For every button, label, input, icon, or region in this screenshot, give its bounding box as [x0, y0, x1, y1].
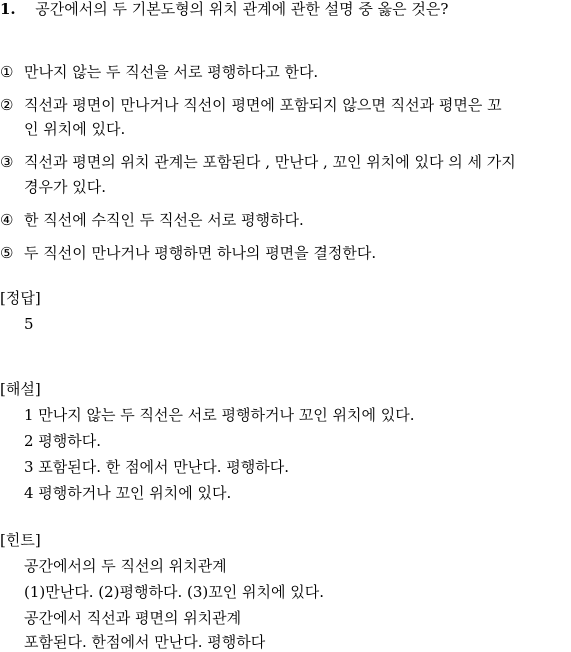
explanation-heading: [해설] [0, 380, 41, 398]
option-marker: ① [0, 63, 14, 81]
hint-line: 포함된다. 한점에서 만난다. 평행하다 [24, 633, 266, 651]
question-text: 공간에서의 두 기본도형의 위치 관계에 관한 설명 중 옳은 것은? [35, 0, 449, 18]
explanation-line: 3 포함된다. 한 점에서 만난다. 평행하다. [24, 458, 290, 476]
question-line [0, 0, 448, 19]
explanation-line: 1 만나지 않는 두 직선은 서로 평행하거나 꼬인 위치에 있다. [24, 406, 415, 424]
explanation-line: 2 평행하다. [24, 432, 102, 450]
question-number: 1. [0, 0, 16, 18]
hint-line: 공간에서 직선과 평면의 위치관계 [24, 609, 242, 627]
hint-heading: [힌트] [0, 531, 41, 549]
option-1 [0, 62, 318, 82]
answer-heading: [정답] [0, 289, 41, 307]
option-2 [0, 95, 502, 115]
option-marker: ② [0, 96, 14, 114]
option-marker: ③ [0, 153, 14, 171]
explanation-line: 4 평행하거나 꼬인 위치에 있다. [24, 484, 232, 502]
hint-line: (1)만난다. (2)평행하다. (3)꼬인 위치에 있다. [24, 583, 324, 601]
option-3 [0, 152, 516, 172]
option-text: 직선과 평면이 만나거나 직선이 평면에 포함되지 않으면 직선과 평면은 꼬 [24, 96, 502, 114]
option-3-continuation: 경우가 있다. [24, 178, 106, 196]
option-marker: ④ [0, 211, 14, 229]
option-4 [0, 210, 304, 230]
option-text: 직선과 평면의 위치 관계는 포함된다 , 만난다 , 꼬인 위치에 있다 의 세 가지 [24, 153, 516, 171]
option-2-continuation: 인 위치에 있다. [24, 120, 126, 138]
option-text: 두 직선이 만나거나 평행하면 하나의 평면을 결정한다. [24, 244, 377, 262]
option-text: 한 직선에 수직인 두 직선은 서로 평행하다. [24, 211, 304, 229]
hint-line: 공간에서의 두 직선의 위치관계 [24, 557, 227, 575]
option-5 [0, 243, 376, 263]
answer-value: 5 [24, 315, 34, 333]
option-marker: ⑤ [0, 244, 14, 262]
option-text: 만나지 않는 두 직선을 서로 평행하다고 한다. [24, 63, 319, 81]
